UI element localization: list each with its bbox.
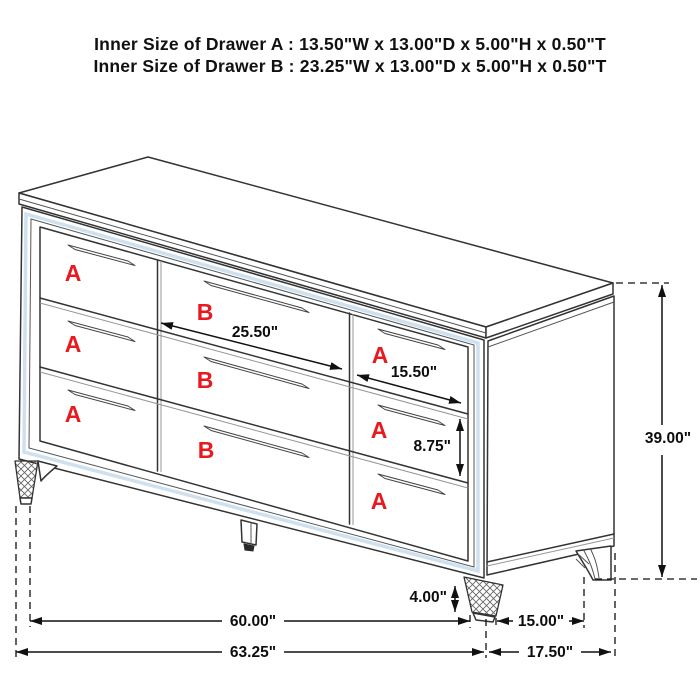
drawer-label-left-3: A bbox=[64, 401, 82, 427]
dim-overall-height: 39.00" bbox=[644, 430, 692, 447]
header-line-2: Inner Size of Drawer B : 23.25"W x 13.00"D x 5.00"H x 0.50"T bbox=[93, 56, 607, 76]
header-line-1: Inner Size of Drawer A : 13.50"W x 13.00"D x 5.00"H x 0.50"T bbox=[94, 34, 606, 54]
drawer-label-left-2: A bbox=[64, 331, 82, 357]
dim-depth-between-legs: 15.00" bbox=[517, 613, 565, 630]
front-left-leg bbox=[15, 461, 57, 504]
drawer-label-right-1: A bbox=[371, 342, 389, 368]
drawer-label-right-3: A bbox=[370, 488, 388, 514]
dim-leg-height: 4.00" bbox=[409, 589, 447, 606]
right-side-panel bbox=[487, 296, 614, 580]
dim-width-between-legs: 60.00" bbox=[229, 613, 277, 630]
dim-side-drawer-width: 15.50" bbox=[390, 364, 438, 381]
dim-middle-drawer-width: 25.50" bbox=[231, 324, 279, 341]
dim-overall-depth: 17.50" bbox=[526, 644, 574, 661]
dim-drawer-face-height: 8.75" bbox=[413, 438, 451, 455]
drawer-label-middle-2: B bbox=[196, 367, 214, 393]
front-center-leg bbox=[241, 520, 257, 551]
drawer-label-right-2: A bbox=[370, 417, 388, 443]
dim-overall-width: 63.25" bbox=[229, 644, 277, 661]
back-right-leg bbox=[576, 546, 611, 580]
drawer-label-left-1: A bbox=[64, 260, 82, 286]
drawer-label-middle-1: B bbox=[196, 299, 214, 325]
drawer-label-middle-3: B bbox=[197, 437, 215, 463]
